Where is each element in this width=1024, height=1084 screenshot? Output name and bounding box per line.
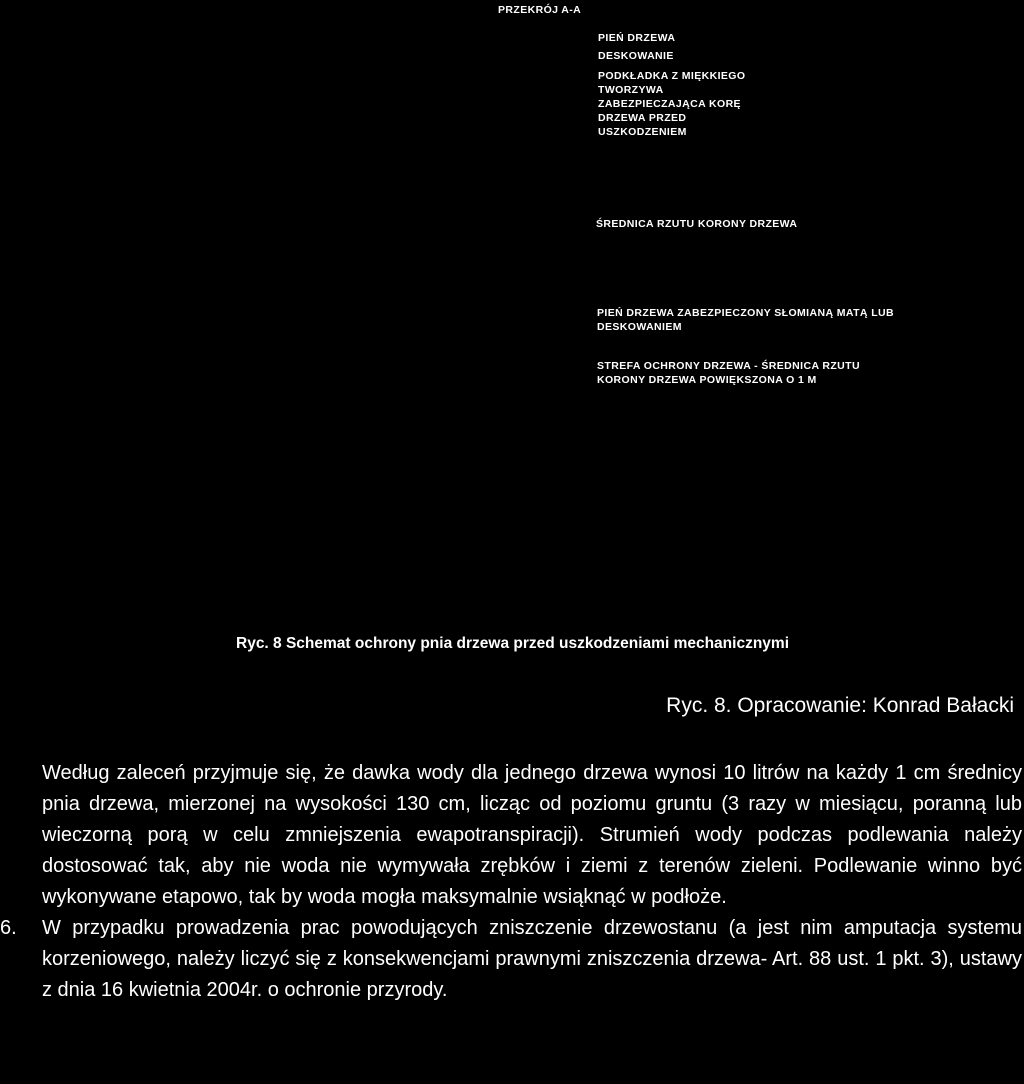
figure-section-label: PRZEKRÓJ A-A — [498, 4, 582, 16]
figure-caption: Ryc. 8 Schemat ochrony pnia drzewa przed uszkodzeniami mechanicznymi — [236, 635, 789, 652]
figure-label-crown-diameter: ŚREDNICA RZUTU KORONY DRZEWA — [596, 218, 798, 230]
figure-label-pad: PODKŁADKA Z MIĘKKIEGO TWORZYWA ZABEZPIECZAJĄCA KORĘ DRZEWA PRZED USZKODZENIEM — [598, 70, 746, 138]
list-item-6 — [0, 913, 1022, 1006]
paragraph-watering: Według zaleceń przyjmuje się, że dawka wody dla jednego drzewa wynosi 10 litrów na każdy 1 cm średnicy pnia drzewa, mierzonej na wysokości 130 cm, licząc od poziomu gruntu (3 razy w miesiącu, poranną lub wieczorną porą w celu zmniejszenia ewapotranspiracji). Strumień wody podczas podlewania należy dostosować tak, aby nie woda nie wymywała zrębków i ziemi z terenów zieleni. Podlewanie winno być wykonywane etapowo, tak by woda mogła maksymalnie wsiąknąć w podłoże. — [42, 762, 1022, 908]
body-text — [0, 758, 1022, 1006]
list-item-number: 6. — [0, 917, 17, 939]
figure-label-boarding: DESKOWANIE — [598, 50, 674, 62]
figure-credit: Ryc. 8. Opracowanie: Konrad Bałacki — [666, 694, 1014, 717]
figure-label-protection-zone: STREFA OCHRONY DRZEWA - ŚREDNICA RZUTU KORONY DRZEWA POWIĘKSZONA O 1 M — [597, 360, 860, 386]
figure-label-trunk-mat: PIEŃ DRZEWA ZABEZPIECZONY SŁOMIANĄ MATĄ LUB DESKOWANIEM — [597, 307, 895, 333]
list-item-text: W przypadku prowadzenia prac powodujących zniszczenie drzewostanu (a jest nim amputacja systemu korzeniowego, należy liczyć się z konsekwencjami prawnymi zniszczenia drzewa- Art. 88 ust. 1 pkt. 3), ustawy z dnia 16 kwietnia 2004r. o ochronie przyrody. — [42, 917, 1022, 1001]
figure-label-trunk: PIEŃ DRZEWA — [598, 32, 676, 44]
